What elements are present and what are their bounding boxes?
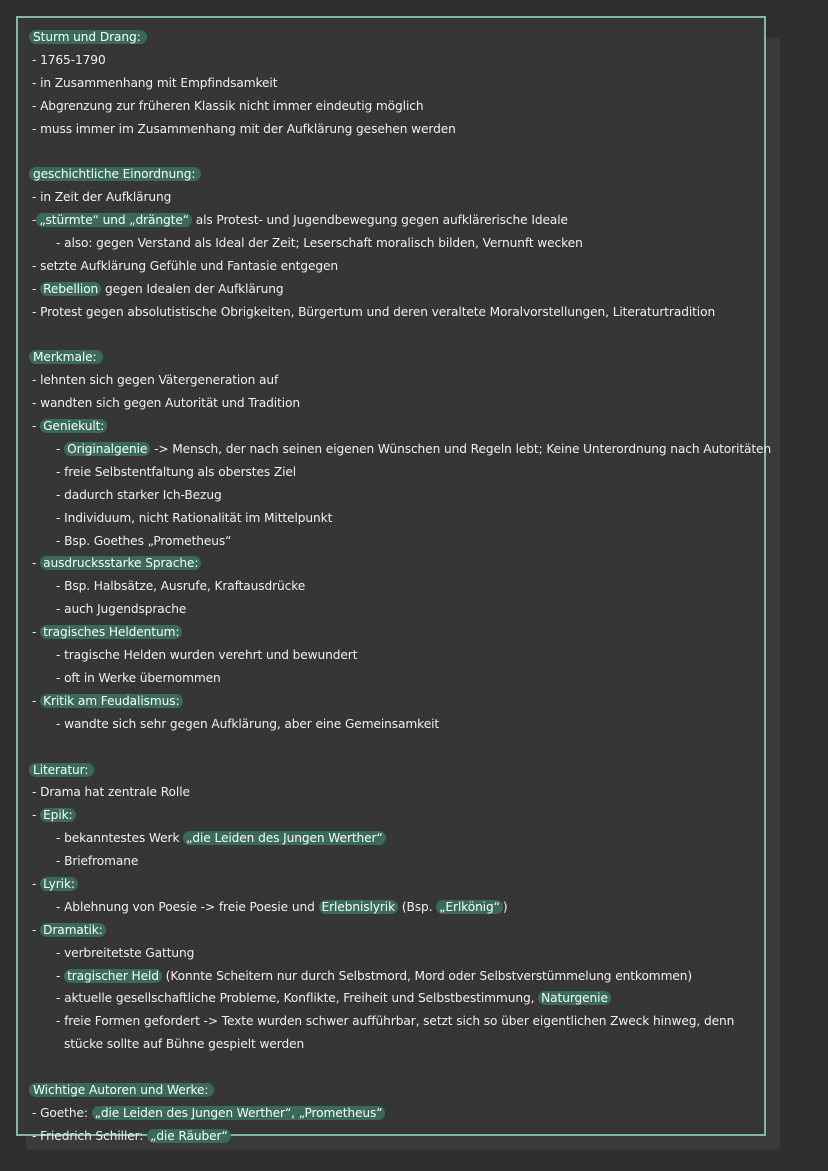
text-highlight: „die Räuber“ <box>147 1129 231 1143</box>
sub-list-item: - bekanntestes Werk „die Leiden des Jungen Werther“ <box>32 827 772 850</box>
spacer <box>32 324 772 347</box>
sub-list-item: - tragische Helden wurden verehrt und bewundert <box>56 648 358 663</box>
list-item: - „stürmte“ und „drängte“ als Protest- und Jugendbewegung gegen aufklärerische Ideale <box>32 213 568 228</box>
sub-list-item: - Originalgenie -> Mensch, der nach seinen eigenen Wünschen und Regeln lebt; Keine Unterordnung nach Autoritäten <box>56 442 772 457</box>
text-highlight: ausdrucksstarke Sprache: <box>40 556 201 570</box>
sub-list-item: - Individuum, nicht Rationalität im Mittelpunkt <box>56 510 333 525</box>
spacer <box>32 736 772 759</box>
sub-list-item: - auch Jugendsprache <box>56 602 187 617</box>
heading-highlight: Sturm und Drang: <box>29 30 145 44</box>
list-item: - Geniekult: <box>32 415 772 438</box>
section-heading <box>32 346 772 369</box>
sub-list-item: - aktuelle gesellschaftliche Probleme, Konflikte, Freiheit und Selbstbestimmung, Naturgenie <box>32 987 772 1010</box>
text-highlight: Lyrik: <box>40 877 78 891</box>
sub-list-item: - wandte sich sehr gegen Aufklärung, aber eine Gemeinsamkeit <box>56 716 440 731</box>
text-highlight: Epik: <box>40 808 76 822</box>
list-item: - Dramatik: <box>32 919 772 942</box>
text-highlight: Geniekult: <box>40 419 107 433</box>
text-highlight: „die Leiden des Jungen Werther“, „Prometheus“ <box>92 1106 386 1120</box>
list-item: - muss immer im Zusammenhang mit der Aufklärung gesehen werden <box>32 121 456 136</box>
list-item: - wandten sich gegen Autorität und Tradition <box>32 396 300 411</box>
note-card <box>16 16 772 1143</box>
list-item: - Abgrenzung zur früheren Klassik nicht immer eindeutig möglich <box>32 98 424 113</box>
sub-list-item: - dadurch starker Ich-Bezug <box>56 487 222 502</box>
heading-highlight: Literatur: <box>29 763 92 777</box>
text-highlight: tragisches Heldentum: <box>40 625 182 639</box>
list-item: - in Zeit der Aufklärung <box>32 190 172 205</box>
section-heading <box>32 759 772 782</box>
sub-list-item: - freie Formen gefordert -> Texte wurden schwer aufführbar, setzt sich so über eigentlichen Zweck hinweg, denn <box>56 1014 735 1029</box>
sub-list-item: - Ablehnung von Poesie -> freie Poesie und Erlebnislyrik (Bsp. „Erlkönig“ ) <box>56 899 508 914</box>
list-item: - Goethe: „die Leiden des Jungen Werther“, „Prometheus“ <box>32 1102 772 1125</box>
sub-list-item: - Bsp. Goethes „Prometheus“ <box>56 533 232 548</box>
heading-highlight: Wichtige Autoren und Werke: <box>29 1083 212 1097</box>
sub-list-item: - verbreitetste Gattung <box>56 945 195 960</box>
list-item: - Epik: <box>32 804 772 827</box>
spacer <box>32 140 772 163</box>
sub-list-item: - freie Selbstentfaltung als oberstes Ziel <box>56 464 297 479</box>
sub-list-item: - also: gegen Verstand als Ideal der Zeit; Leserschaft moralisch bilden, Vernunft wecken <box>56 236 583 251</box>
section-heading <box>32 163 772 186</box>
sub-list-item: - oft in Werke übernommen <box>56 670 221 685</box>
text-highlight: Dramatik: <box>40 923 106 937</box>
list-item: - Friedrich Schiller: „die Räuber“ <box>32 1125 772 1148</box>
text-highlight: „stürmte“ und „drängte“ <box>36 213 192 227</box>
list-item: - ausdrucksstarke Sprache: <box>32 552 772 575</box>
heading-highlight: geschichtliche Einordnung: <box>29 167 199 181</box>
sub-list-item-continuation: stücke sollte auf Bühne gespielt werden <box>64 1037 305 1052</box>
list-item: - 1765-1790 <box>32 52 106 67</box>
text-highlight: Naturgenie <box>538 991 611 1005</box>
heading-highlight: Merkmale: <box>29 350 101 364</box>
list-item: - setzte Aufklärung Gefühle und Fantasie entgegen <box>32 258 339 273</box>
list-item: - in Zusammenhang mit Empfindsamkeit <box>32 75 278 90</box>
sub-list-item: - tragischer Held (Konnte Scheitern nur durch Selbstmord, Mord oder Selbstverstümmelung entkommen) <box>56 968 693 983</box>
text-highlight: Erlebnislyrik <box>319 900 399 914</box>
text-highlight: Kritik am Feudalismus: <box>40 694 182 708</box>
section-heading <box>32 1079 772 1102</box>
text-highlight: Originalgenie <box>64 442 150 456</box>
list-item: - tragisches Heldentum: <box>32 621 772 644</box>
list-item: - lehnten sich gegen Vätergeneration auf <box>32 373 279 388</box>
list-item: - Protest gegen absolutistische Obrigkeiten, Bürgertum und deren veraltete Moralvorstellungen, Literaturtradition <box>32 304 716 319</box>
text-highlight: „Erlkönig“ <box>436 900 503 914</box>
note-content <box>32 26 772 1148</box>
list-item: - Rebellion gegen Idealen der Aufklärung <box>32 281 284 296</box>
text-highlight: Rebellion <box>40 282 101 296</box>
text-highlight: „die Leiden des Jungen Werther“ <box>183 831 386 845</box>
text-highlight: tragischer Held <box>64 969 162 983</box>
section-heading <box>32 26 772 49</box>
list-item: - Lyrik: <box>32 873 772 896</box>
spacer <box>32 1056 772 1079</box>
list-item: - Drama hat zentrale Rolle <box>32 785 190 800</box>
list-item: - Kritik am Feudalismus: <box>32 690 772 713</box>
sub-list-item: - Briefromane <box>56 854 139 869</box>
sub-list-item: - Bsp. Halbsätze, Ausrufe, Kraftausdrücke <box>56 579 306 594</box>
